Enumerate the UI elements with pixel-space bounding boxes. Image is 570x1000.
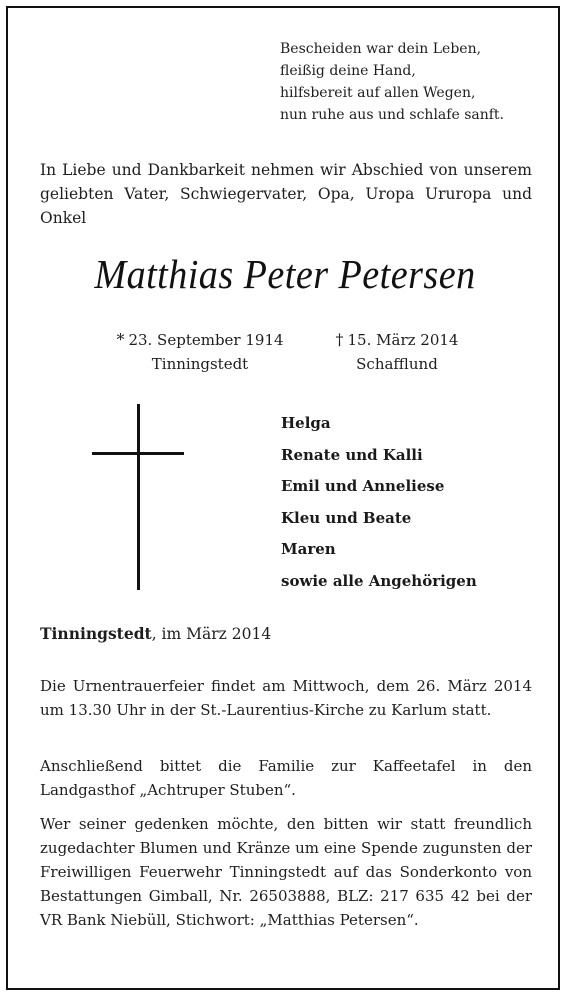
death-date: 15. März 2014 bbox=[347, 331, 459, 349]
mourner-entry: Emil und Anneliese bbox=[281, 477, 445, 495]
ceremony-paragraph: Die Urnentrauerfeier findet am Mittwoch, dem 26. März 2014 um 13.30 Uhr in der St.-Laurentius-Kirche zu Karlum statt. bbox=[40, 677, 532, 719]
birth-info bbox=[100, 328, 300, 376]
mourners-list bbox=[281, 408, 541, 597]
place-date: , im März 2014 bbox=[151, 625, 272, 643]
donation-paragraph: Wer seiner gedenken möchte, den bitten wir statt freundlich zugedachter Blumen und Kränze um eine Spende zugunsten der Freiwilligen Feuerwehr Tinningstedt auf das Sonderkonto von Bestattungen Gimball, Nr. 26503888, BLZ: 217 635 42 bei der VR Bank Niebüll, Stichwort: „Matthias Petersen“. bbox=[40, 815, 532, 929]
place-date-line bbox=[40, 622, 532, 646]
poem bbox=[280, 38, 550, 126]
mourner-entry: sowie alle Angehörigen bbox=[281, 571, 477, 590]
cross-horizontal-bar bbox=[92, 452, 184, 455]
mourner-entry: Helga bbox=[281, 414, 331, 432]
poem-line: Bescheiden war dein Leben, bbox=[280, 41, 482, 57]
poem-line: hilfsbereit auf allen Wegen, bbox=[280, 85, 476, 101]
death-info bbox=[322, 328, 472, 376]
place-town: Tinningstedt bbox=[40, 624, 152, 643]
coffee-paragraph: Anschließend bittet die Familie zur Kaffeetafel in den Landgasthof „Achtruper Stuben“. bbox=[40, 757, 532, 799]
birth-place: Tinningstedt bbox=[151, 355, 249, 373]
mourner-entry: Maren bbox=[281, 540, 336, 558]
mourner-entry: Kleu und Beate bbox=[281, 508, 412, 527]
birth-date: 23. September 1914 bbox=[128, 331, 284, 349]
cross-vertical-bar bbox=[137, 404, 140, 590]
poem-line: fleißig deine Hand, bbox=[280, 63, 416, 79]
deceased-name: Matthias Peter Petersen bbox=[94, 251, 476, 297]
mourner-entry: Renate und Kalli bbox=[281, 445, 423, 464]
poem-line: nun ruhe aus und schlafe sanft. bbox=[280, 107, 504, 123]
intro-text: In Liebe und Dankbarkeit nehmen wir Abschied von unserem geliebten Vater, Schwiegervater, Opa, Uropa Ururopa und Onkel bbox=[40, 161, 532, 227]
birth-symbol: * bbox=[116, 330, 125, 349]
death-symbol: † bbox=[335, 330, 344, 349]
latin-cross-icon bbox=[92, 404, 184, 590]
death-place: Schafflund bbox=[356, 355, 438, 373]
